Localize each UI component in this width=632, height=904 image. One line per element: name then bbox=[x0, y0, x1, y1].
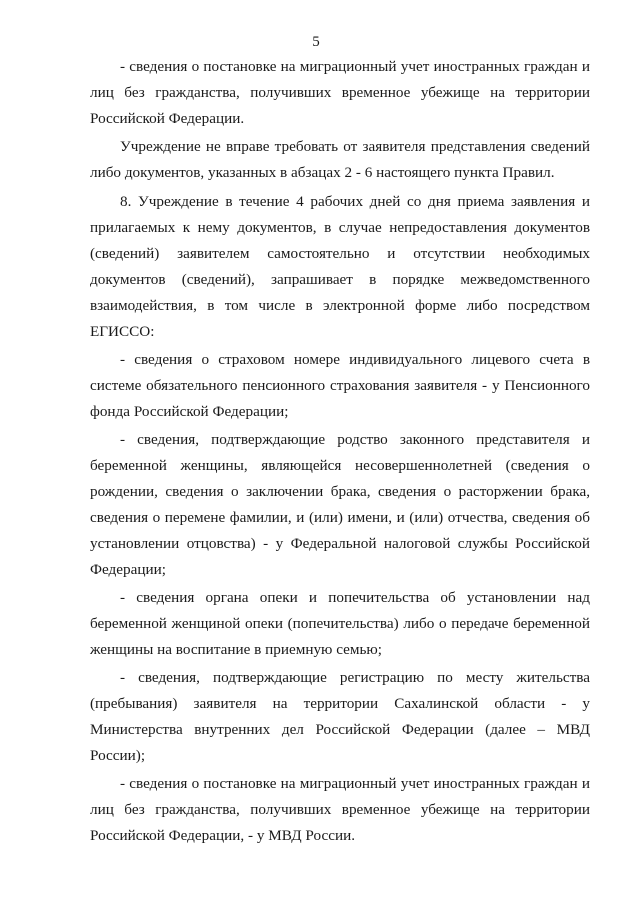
page-number: 5 bbox=[312, 34, 320, 50]
paragraph-residence-registration: - сведения, подтверждающие регистрацию по месту жительства (пребывания) заявителя на территории Сахалинской области - у Министерства внутренних дел Российской Федерации (далее – МВД России); bbox=[90, 669, 590, 764]
paragraph-migration-registration: - сведения о постановке на миграционный учет иностранных граждан и лиц без гражданства, получивших временное убежище на территории Российской Федерации. bbox=[90, 58, 590, 127]
paragraph-kinship-tax-service: - сведения, подтверждающие родство законного представителя и беременной женщины, являющейся несовершеннолетней (сведения о рождении, сведения о заключении брака, сведения о расторжении брака, сведения о перемене фамилии, и (или) имени, и (или) отчества, сведения об установлении отцовства) - у Федеральной налоговой службы Российской Федерации; bbox=[90, 431, 590, 578]
paragraph-migration-mvd: - сведения о постановке на миграционный учет иностранных граждан и лиц без гражданства, получивших временное убежище на территории Российской Федерации, - у МВД России. bbox=[90, 775, 590, 844]
paragraph-no-right-to-demand: Учреждение не вправе требовать от заявителя представления сведений либо документов, указанных в абзацах 2 - 6 настоящего пункта Правил. bbox=[90, 138, 590, 181]
paragraph-item-8: 8. Учреждение в течение 4 рабочих дней со дня приема заявления и прилагаемых к нему документов, в случае непредоставления документов (сведений) заявителем самостоятельно и отсутствии необходимых документов (сведений), запрашивает в порядке межведомственного взаимодействия, в том числе в электронной форме либо посредством ЕГИССО: bbox=[90, 193, 590, 340]
paragraph-pension-fund: - сведения о страховом номере индивидуального лицевого счета в системе обязательного пенсионного страхования заявителя - у Пенсионного фонда Российской Федерации; bbox=[90, 351, 590, 420]
paragraph-guardianship: - сведения органа опеки и попечительства об установлении над беременной женщиной опеки (попечительства) либо о передаче беременной женщины на воспитание в приемную семью; bbox=[90, 589, 590, 658]
document-body bbox=[90, 54, 590, 849]
